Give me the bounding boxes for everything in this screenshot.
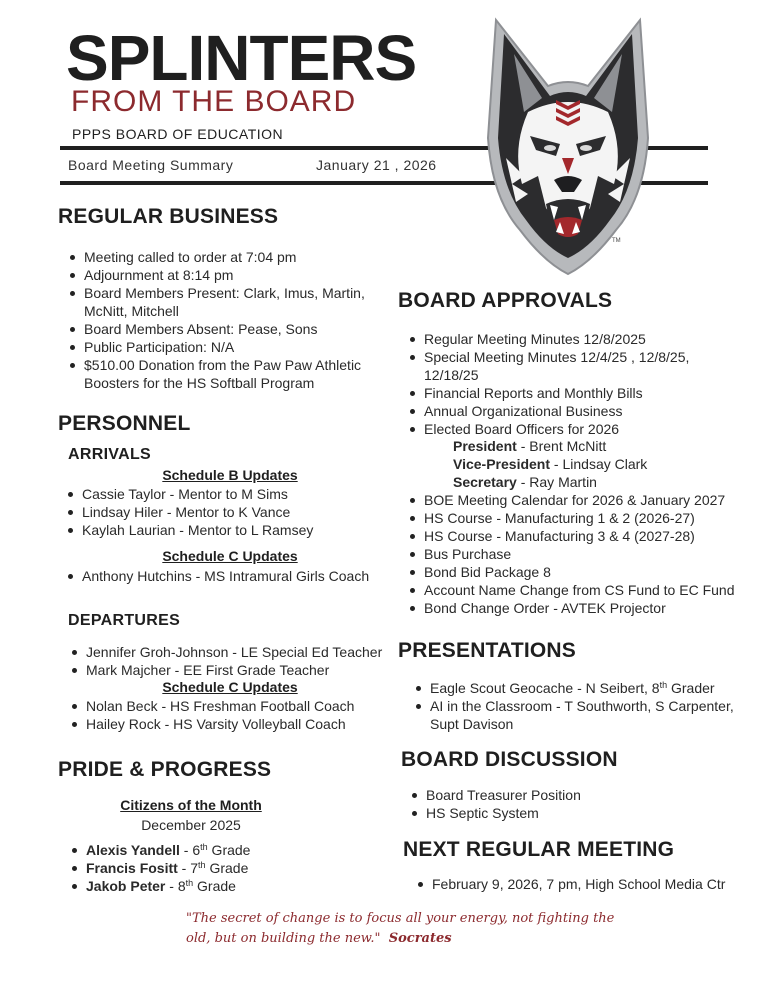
list-item: Regular Meeting Minutes 12/8/2025 [404,330,734,348]
list-item: HS Septic System [406,804,736,822]
citizens-month: December 2025 [141,817,241,833]
list-item: Bond Change Order - AVTEK Projector [404,599,744,617]
ordinal: th [659,680,668,690]
list-item: Annual Organizational Business [404,402,734,420]
list-item: Nolan Beck - HS Freshman Football Coach [66,697,396,715]
organization-name: PPPS BOARD OF EDUCATION [72,126,284,142]
grade-number: 8 [177,878,186,894]
citizens-title: Citizens of the Month [120,797,262,813]
list-item: Public Participation: N/A [64,338,384,356]
officer-secretary [453,473,597,491]
departures-heading: DEPARTURES [68,612,181,629]
list-item: HS Course - Manufacturing 1 & 2 (2026-27) [404,509,744,527]
list-item: HS Course - Manufacturing 3 & 4 (2027-28) [404,527,744,545]
citizens-list [66,841,366,895]
officer-vice-president [453,455,647,473]
arrivals-schedule-b-list [62,485,392,539]
separator: - [179,842,193,858]
pride-heading: PRIDE & PROGRESS [58,758,272,781]
departures-schedule-c-list [66,697,396,733]
list-item: $510.00 Donation from the Paw Paw Athletic Boosters for the HS Softball Program [64,356,384,392]
approvals-list-a [404,330,734,438]
list-item: Board Members Absent: Pease, Sons [64,320,384,338]
newsletter-title: SPLINTERS [66,22,417,94]
newsletter-subtitle: FROM THE BOARD [71,85,357,118]
list-item: Special Meeting Minutes 12/4/25 , 12/8/25, 12/18/25 [404,348,734,384]
presentations-heading: PRESENTATIONS [398,639,577,662]
officer-name: Brent McNitt [529,438,607,454]
list-item: BOE Meeting Calendar for 2026 & January 2027 [404,491,744,509]
list-item: Cassie Taylor - Mentor to M Sims [62,485,392,503]
summary-label: Board Meeting Summary [68,157,234,173]
list-item [66,859,366,877]
quote-author: Socrates [388,931,452,946]
list-item: Mark Majcher - EE First Grade Teacher [66,661,396,679]
officer-role: Secretary [453,474,517,490]
separator: - [177,860,191,876]
separator: - [516,438,530,454]
ordinal: th [200,842,208,852]
officer-role: Vice-President [453,456,551,472]
separator: - [550,456,563,472]
list-item [66,877,366,895]
list-item: Bus Purchase [404,545,744,563]
list-item: Lindsay Hiler - Mentor to K Vance [62,503,392,521]
arrivals-schedule-c-list [62,567,392,585]
list-item: Board Members Present: Clark, Imus, Martin, McNitt, Mitchell [64,284,384,320]
list-item: Elected Board Officers for 2026 [404,420,734,438]
list-item: AI in the Classroom - T Southworth, S Carpenter, Supt Davison [410,697,745,733]
grade-label: Grade [205,860,249,876]
regular-business-heading: REGULAR BUSINESS [58,205,279,228]
quote-text: "The secret of change is to focus all your energy, not fighting the old, but on building the new." [186,911,615,946]
arrivals-heading: ARRIVALS [68,446,151,463]
personnel-heading: PERSONNEL [58,412,191,435]
list-item: Bond Bid Package 8 [404,563,744,581]
separator: - [516,474,530,490]
officer-name: Lindsay Clark [562,456,648,472]
list-item: Account Name Change from CS Fund to EC Fund [404,581,744,599]
student-name: Francis Fositt [86,860,178,876]
departures-schedule-c-heading: Schedule C Updates [162,679,298,695]
list-item: Meeting called to order at 7:04 pm [64,248,384,266]
wolf-head-logo [466,8,670,278]
regular-business-list [64,248,384,392]
closing-quote [186,909,626,949]
grade-label: Grade [207,842,251,858]
next-meeting-list [412,875,752,893]
officer-president [453,437,606,455]
board-approvals-heading: BOARD APPROVALS [398,289,613,312]
list-item: Anthony Hutchins - MS Intramural Girls Coach [62,567,392,585]
student-name: Alexis Yandell [86,842,180,858]
officer-role: President [453,438,517,454]
approvals-list-b [404,491,744,617]
ordinal: th [198,860,206,870]
schedule-b-heading: Schedule B Updates [162,467,298,483]
list-item [410,679,745,697]
separator: - [165,878,178,894]
presentation-text: Grader [667,680,715,696]
discussion-list [406,786,736,822]
list-item: Jennifer Groh-Johnson - LE Special Ed Teacher [66,643,396,661]
student-name: Jakob Peter [86,878,166,894]
trademark-mark: TM [612,238,621,244]
board-discussion-heading: BOARD DISCUSSION [401,748,618,771]
list-item: Adjournment at 8:14 pm [64,266,384,284]
list-item: Board Treasurer Position [406,786,736,804]
meeting-date: January 21 , 2026 [316,157,437,173]
list-item: Hailey Rock - HS Varsity Volleyball Coach [66,715,396,733]
officer-name: Ray Martin [529,474,597,490]
departures-list [66,643,396,679]
list-item: Financial Reports and Monthly Bills [404,384,734,402]
ordinal: th [185,878,194,888]
next-meeting-heading: NEXT REGULAR MEETING [403,838,675,861]
arrivals-schedule-c-heading: Schedule C Updates [162,548,298,564]
grade-number: 7 [190,860,199,876]
grade-number: 6 [192,842,201,858]
grade-label: Grade [193,878,236,894]
list-item: Kaylah Laurian - Mentor to L Ramsey [62,521,392,539]
list-item: February 9, 2026, 7 pm, High School Media Ctr [412,875,752,893]
presentations-list [410,679,745,733]
list-item [66,841,366,859]
presentation-text: Eagle Scout Geocache - N Seibert, 8 [430,680,660,696]
